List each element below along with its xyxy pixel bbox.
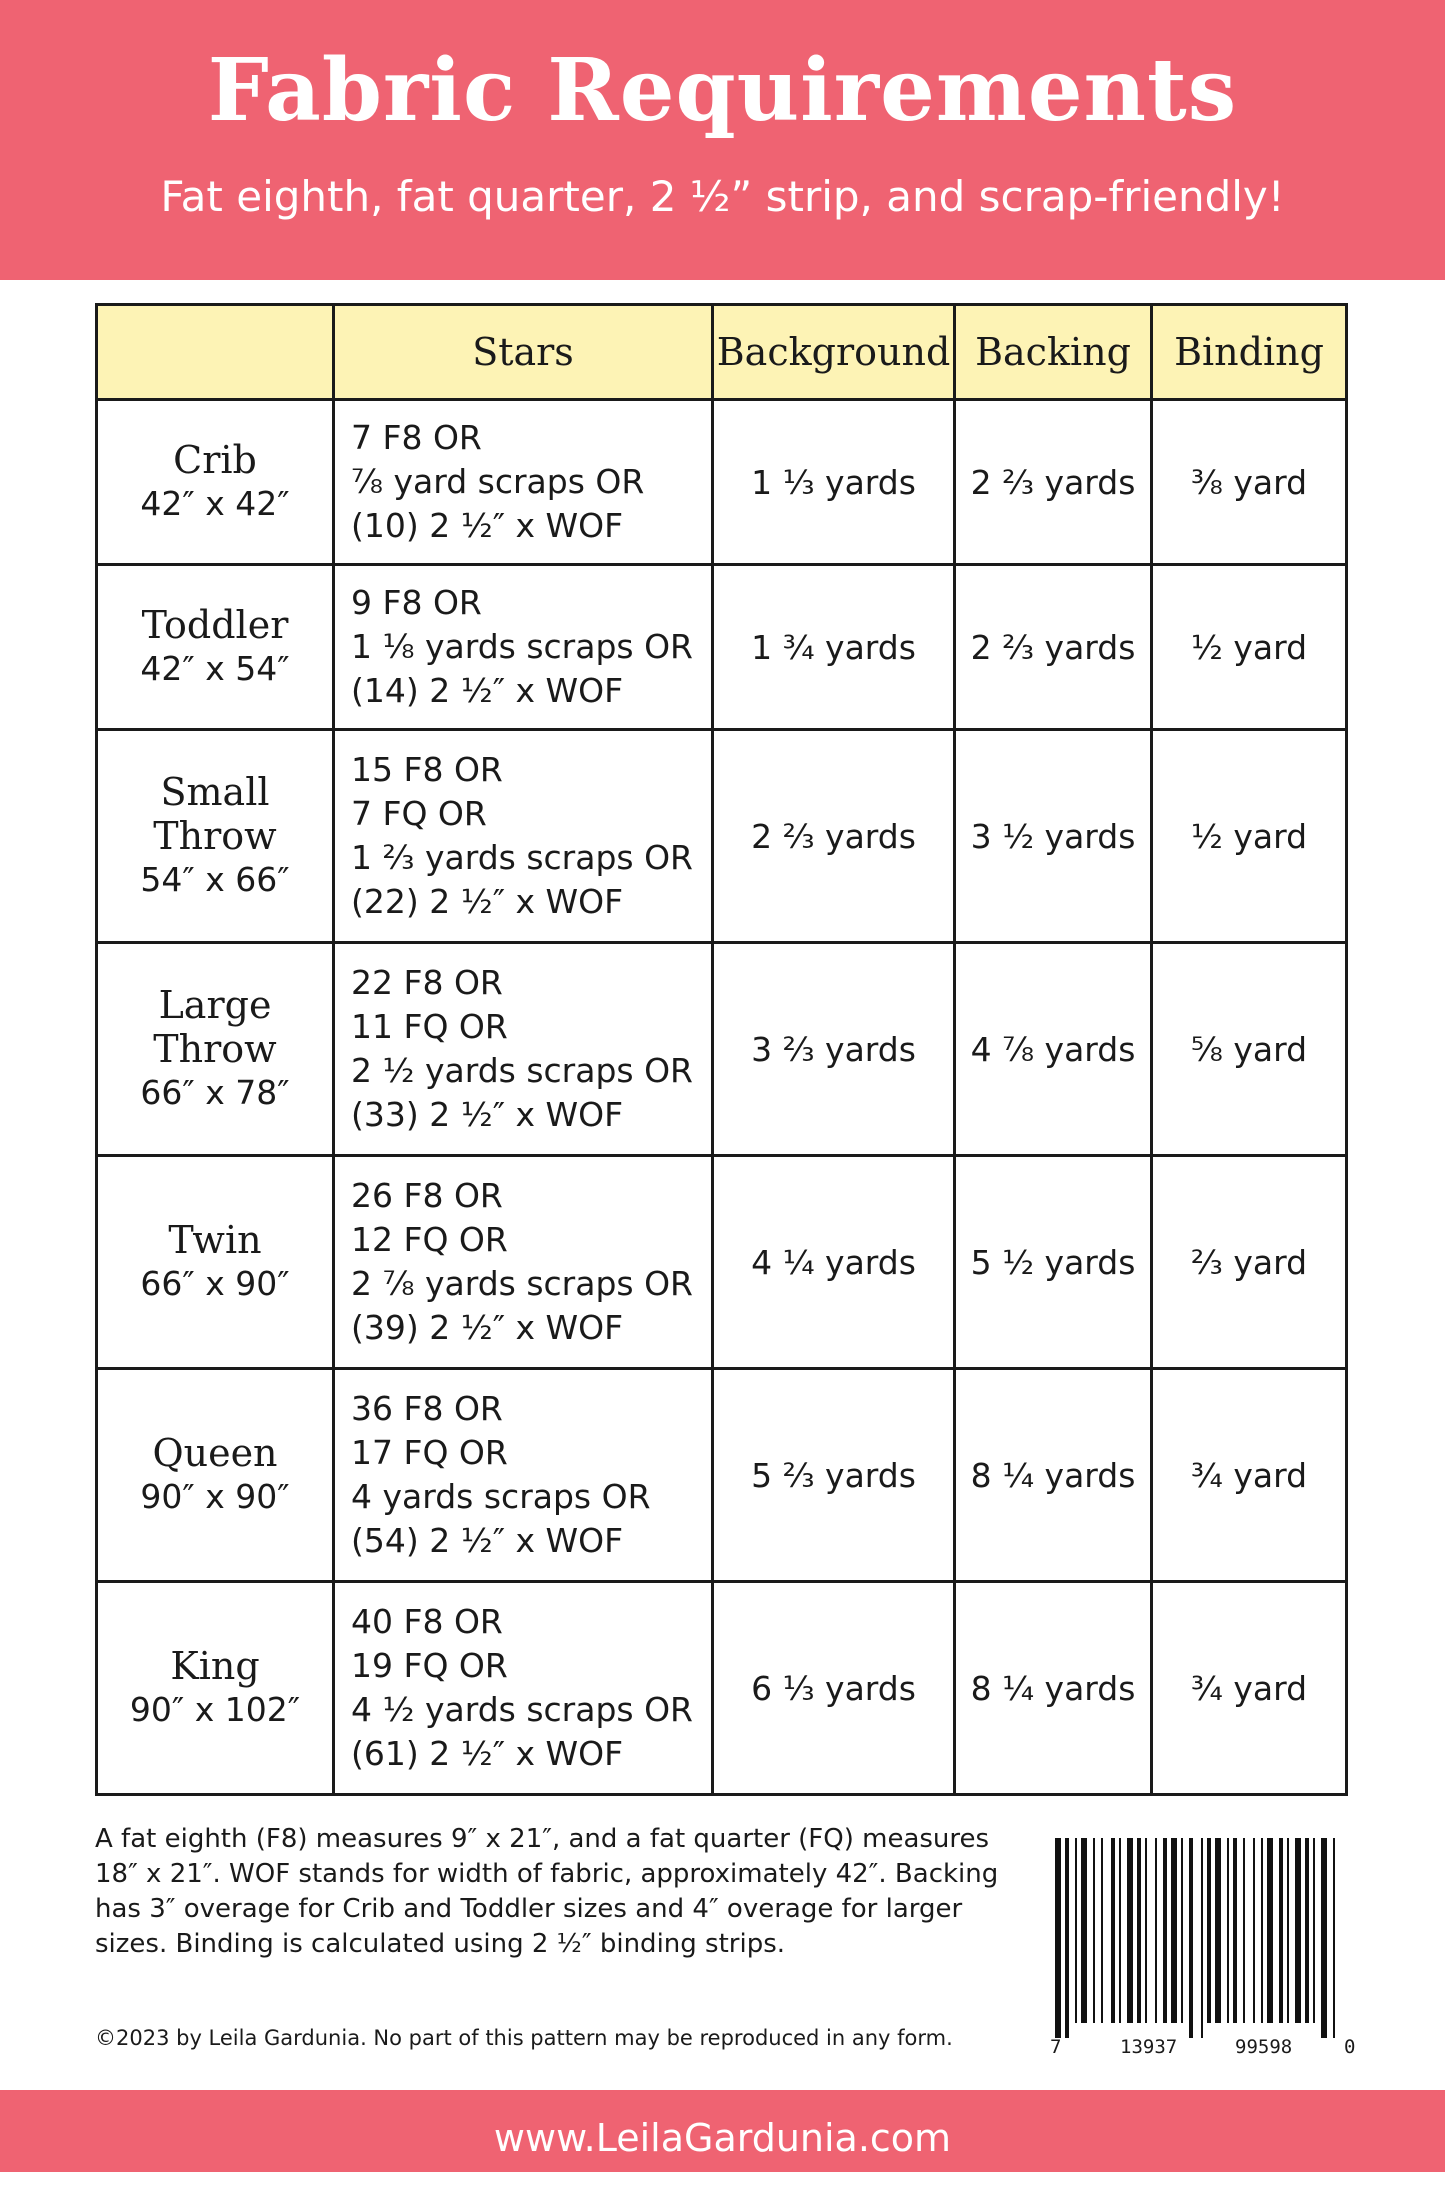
- stars-cell: [334, 565, 713, 730]
- backing-cell: 8 ¼ yards: [955, 1582, 1152, 1795]
- barcode-bar: [1065, 1838, 1069, 2038]
- barcode-bar: [1119, 1838, 1121, 2023]
- barcode-bar: [1233, 1838, 1237, 2023]
- quilt-size-name: Throw: [153, 814, 277, 858]
- backing-cell: 8 ¼ yards: [955, 1369, 1152, 1582]
- barcode-digit-group: 13937: [1120, 2036, 1178, 2058]
- barcode-bar: [1201, 1838, 1203, 2038]
- barcode-bar: [1207, 1838, 1211, 2023]
- table-row: [97, 565, 1347, 730]
- stars-cell: [334, 1582, 713, 1795]
- stars-option: (33) 2 ½″ x WOF: [351, 1095, 624, 1134]
- barcode-bar: [1267, 1838, 1273, 2023]
- fabric-table: [95, 303, 1348, 1796]
- stars-option: 2 ½ yards scraps OR: [351, 1051, 693, 1090]
- stars-option: 22 F8 OR: [351, 963, 503, 1002]
- background-cell: 1 ⅓ yards: [713, 400, 955, 565]
- stars-option: 26 F8 OR: [351, 1176, 503, 1215]
- stars-option: 1 ⅛ yards scraps OR: [351, 627, 693, 666]
- stars-option: 9 F8 OR: [351, 583, 482, 622]
- stars-option: 12 FQ OR: [351, 1220, 508, 1259]
- barcode-bar: [1215, 1838, 1221, 2023]
- barcode-bar: [1321, 1838, 1327, 2038]
- quilt-dimensions: 66″ x 90″: [140, 1264, 290, 1303]
- column-header-binding: Binding: [1152, 305, 1347, 400]
- background-cell: 2 ⅔ yards: [713, 730, 955, 943]
- barcode-bar: [1093, 1838, 1095, 2023]
- size-cell: [97, 730, 334, 943]
- stars-option: (61) 2 ½″ x WOF: [351, 1734, 624, 1773]
- table-row: [97, 1369, 1347, 1582]
- footer-banner: [0, 2090, 1445, 2172]
- quilt-dimensions: 90″ x 90″: [140, 1477, 290, 1516]
- stars-option: 1 ⅔ yards scraps OR: [351, 838, 693, 877]
- barcode-bar: [1287, 1838, 1289, 2023]
- barcode-bar: [1243, 1838, 1245, 2023]
- barcode-bar: [1227, 1838, 1229, 2023]
- fabric-notes: A fat eighth (F8) measures 9″ x 21″, and a fat quarter (FQ) measures 18″ x 21″. WOF stands for width of fabric, approximately 42″. Backing has 3″ overage for Crib and Toddler sizes and 4″ overage for larger sizes. Binding is calculated using 2 ½″ binding strips.: [95, 1824, 999, 1959]
- barcode-bar: [1101, 1838, 1103, 2023]
- barcode-bar: [1163, 1838, 1167, 2023]
- barcode-bar: [1279, 1838, 1283, 2023]
- backing-cell: 2 ⅔ yards: [955, 565, 1152, 730]
- backing-cell: 4 ⅞ yards: [955, 943, 1152, 1156]
- barcode-digit-group: 7: [1050, 2036, 1062, 2058]
- barcode-graphic: [1055, 1838, 1345, 2038]
- background-cell: 3 ⅔ yards: [713, 943, 955, 1156]
- barcode: [1055, 1838, 1345, 2042]
- barcode-bar: [1137, 1838, 1141, 2023]
- background-cell: 5 ⅔ yards: [713, 1369, 955, 1582]
- stars-option: 2 ⅞ yards scraps OR: [351, 1264, 693, 1303]
- stars-option: 17 FQ OR: [351, 1433, 508, 1472]
- quilt-dimensions: 42″ x 42″: [140, 484, 290, 523]
- barcode-bar: [1295, 1838, 1301, 2023]
- background-cell: 1 ¾ yards: [713, 565, 955, 730]
- size-cell: [97, 1582, 334, 1795]
- barcode-bar: [1081, 1838, 1087, 2023]
- binding-cell: ⅝ yard: [1152, 943, 1347, 1156]
- binding-cell: ¾ yard: [1152, 1369, 1347, 1582]
- backing-cell: 3 ½ yards: [955, 730, 1152, 943]
- barcode-bar: [1055, 1838, 1061, 2038]
- website-url[interactable]: www.LeilaGardunia.com: [493, 2116, 952, 2160]
- table-row: [97, 943, 1347, 1156]
- column-header-background: Background: [713, 305, 955, 400]
- size-cell: [97, 943, 334, 1156]
- table-header-row: [97, 305, 1347, 400]
- binding-cell: ⅔ yard: [1152, 1156, 1347, 1369]
- barcode-bar: [1111, 1838, 1115, 2023]
- barcode-bar: [1155, 1838, 1157, 2023]
- barcode-digit-group: 0: [1344, 2036, 1356, 2058]
- quilt-size-name: Large: [158, 983, 272, 1027]
- stars-option: (14) 2 ½″ x WOF: [351, 671, 624, 710]
- table-row: [97, 400, 1347, 565]
- binding-cell: ½ yard: [1152, 565, 1347, 730]
- quilt-dimensions: 42″ x 54″: [140, 649, 290, 688]
- stars-cell: [334, 730, 713, 943]
- stars-option: 40 F8 OR: [351, 1602, 503, 1641]
- quilt-size-name: Throw: [153, 1027, 277, 1071]
- size-cell: [97, 400, 334, 565]
- quilt-size-name: Twin: [168, 1218, 262, 1262]
- stars-option: (54) 2 ½″ x WOF: [351, 1521, 624, 1560]
- barcode-bar: [1333, 1838, 1335, 2038]
- barcode-bar: [1127, 1838, 1133, 2023]
- quilt-dimensions: 90″ x 102″: [129, 1690, 301, 1729]
- stars-option: 7 F8 OR: [351, 418, 482, 457]
- barcode-bar: [1181, 1838, 1183, 2023]
- stars-option: (22) 2 ½″ x WOF: [351, 882, 624, 921]
- barcode-bar: [1075, 1838, 1077, 2023]
- stars-cell: [334, 1369, 713, 1582]
- stars-option: 36 F8 OR: [351, 1389, 503, 1428]
- barcode-bar: [1145, 1838, 1147, 2023]
- size-cell: [97, 1369, 334, 1582]
- stars-option: 4 ½ yards scraps OR: [351, 1690, 693, 1729]
- barcode-bar: [1171, 1838, 1177, 2023]
- copyright-notice: ©2023 by Leila Gardunia. No part of this pattern may be reproduced in any form.: [95, 2026, 953, 2050]
- binding-cell: ⅜ yard: [1152, 400, 1347, 565]
- quilt-size-name: Small: [160, 770, 270, 814]
- stars-option: 11 FQ OR: [351, 1007, 508, 1046]
- quilt-size-name: Toddler: [141, 603, 289, 647]
- column-header-size: [97, 305, 334, 400]
- stars-option: (39) 2 ½″ x WOF: [351, 1308, 624, 1347]
- quilt-size-name: King: [170, 1644, 260, 1688]
- barcode-bar: [1305, 1838, 1309, 2023]
- backing-cell: 2 ⅔ yards: [955, 400, 1152, 565]
- stars-option: 15 F8 OR: [351, 750, 503, 789]
- quilt-size-name: Queen: [152, 1431, 278, 1475]
- stars-option: (10) 2 ½″ x WOF: [351, 506, 624, 545]
- size-cell: [97, 565, 334, 730]
- table-row: [97, 1156, 1347, 1369]
- quilt-dimensions: 66″ x 78″: [140, 1073, 290, 1112]
- quilt-size-name: Crib: [173, 438, 257, 482]
- binding-cell: ½ yard: [1152, 730, 1347, 943]
- page-title: Fabric Requirements: [207, 40, 1238, 141]
- stars-cell: [334, 1156, 713, 1369]
- barcode-bar: [1313, 1838, 1315, 2023]
- backing-cell: 5 ½ yards: [955, 1156, 1152, 1369]
- column-header-stars: Stars: [334, 305, 713, 400]
- table-row: [97, 1582, 1347, 1795]
- barcode-digit-group: 99598: [1235, 2036, 1293, 2058]
- barcode-bar: [1189, 1838, 1193, 2038]
- stars-option: 19 FQ OR: [351, 1646, 508, 1685]
- barcode-bar: [1253, 1838, 1255, 2023]
- quilt-dimensions: 54″ x 66″: [140, 860, 290, 899]
- barcode-bar: [1261, 1838, 1263, 2023]
- size-cell: [97, 1156, 334, 1369]
- page-subtitle: Fat eighth, fat quarter, 2 ½” strip, and scrap-friendly!: [160, 172, 1285, 221]
- stars-cell: [334, 943, 713, 1156]
- stars-cell: [334, 400, 713, 565]
- column-header-backing: Backing: [955, 305, 1152, 400]
- stars-option: ⅞ yard scraps OR: [351, 462, 645, 501]
- binding-cell: ¾ yard: [1152, 1582, 1347, 1795]
- header-banner: [0, 0, 1445, 280]
- stars-option: 7 FQ OR: [351, 794, 487, 833]
- background-cell: 6 ⅓ yards: [713, 1582, 955, 1795]
- table-row: [97, 730, 1347, 943]
- background-cell: 4 ¼ yards: [713, 1156, 955, 1369]
- stars-option: 4 yards scraps OR: [351, 1477, 651, 1516]
